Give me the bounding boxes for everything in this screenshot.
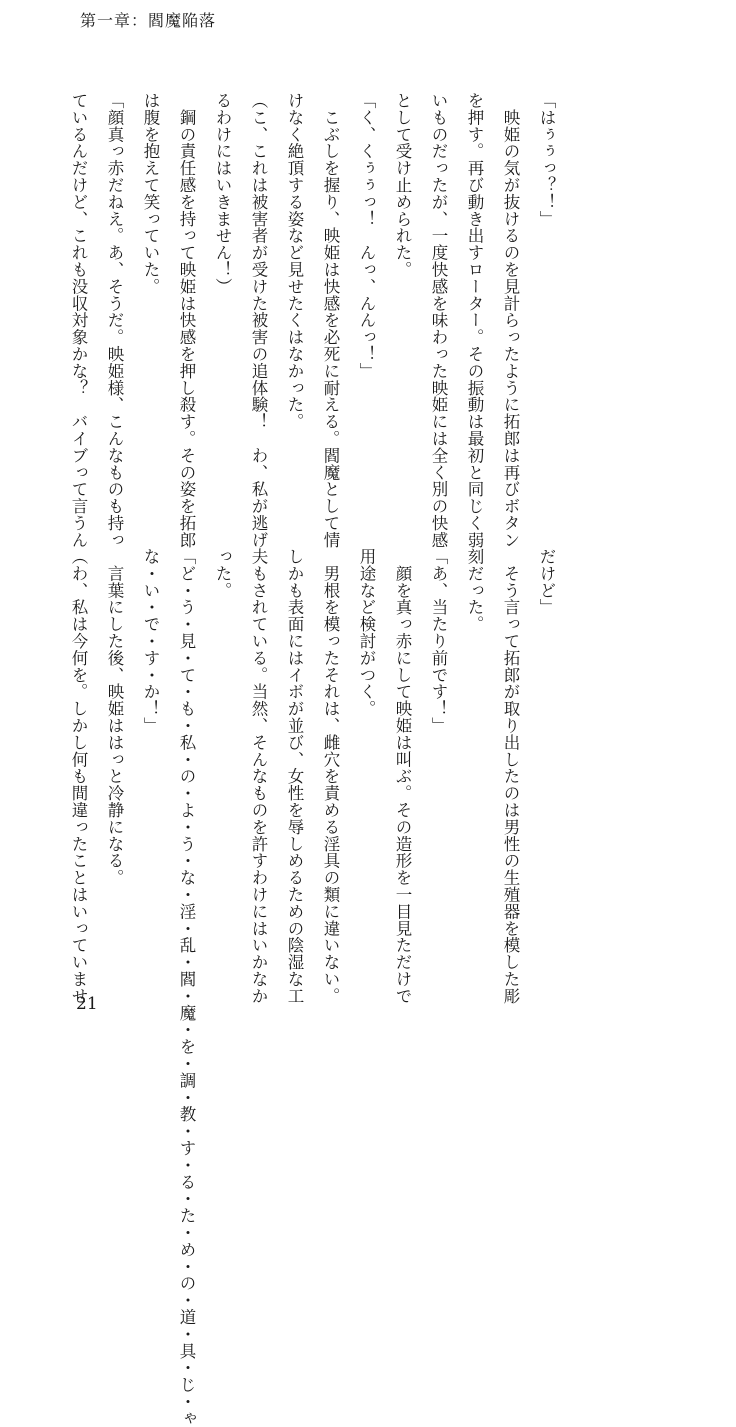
- text-line: 刻だった。: [465, 548, 484, 633]
- page-number: 21: [76, 994, 98, 1014]
- text-line: った。: [213, 548, 232, 599]
- text-line: 鋼の責任感を持って映姫は快感を押し殺す。その姿を拓郎: [177, 92, 196, 549]
- text-line: 男根を模ったそれは、雌穴を責める淫具の類に違いない。: [321, 548, 340, 1005]
- text-line: 「はぅぅっ？！」: [537, 92, 556, 228]
- text-line: ているんだけど、これも没収対象かな？ バイブって言うん: [69, 92, 88, 549]
- text-block-upper: [69, 92, 564, 572]
- text-line: 「ど・う・見・て・も・私・の・よ・う・な・淫・乱・閻・魔・を・調・教・す・る・た・め・の・道・具・じ・ゃ: [177, 548, 196, 1427]
- text-line: しかも表面にはイボが並び、女性を辱しめるための陰湿な工: [285, 548, 304, 1005]
- text-line: るわけにはいきません！）: [213, 92, 232, 295]
- text-line: （こ、これは被害者が受けた被害の追体験！ わ、私が逃げ: [249, 92, 268, 549]
- text-line: 顔を真っ赤にして映姫は叫ぶ。その造形を一目見ただけで: [393, 548, 412, 1005]
- text-line: 用途など検討がつく。: [357, 548, 376, 717]
- text-line: として受け止められた。: [393, 92, 412, 278]
- running-header: 第一章：閻魔陥落: [80, 11, 217, 30]
- text-line: こぶしを握り、映姫は快感を必死に耐える。閻魔として情: [321, 92, 340, 549]
- text-line: いものだったが、一度快感を味わった映姫には全く別の快感: [429, 92, 448, 549]
- text-line: 映姫の気が抜けるのを見計らったように拓郎は再びボタン: [501, 92, 520, 549]
- text-line: は腹を抱えて笑っていた。: [141, 92, 160, 295]
- text-line: （わ、私は今何を。しかし何も間違ったことはいっていませ: [69, 548, 88, 1005]
- text-line: 夫もされている。当然、そんなものを許すわけにはいかなか: [249, 548, 268, 1005]
- text-line: を押す。再び動き出すローター。その振動は最初と同じく弱: [465, 92, 484, 549]
- text-line: 「あ、当たり前です！」: [429, 548, 448, 734]
- text-line: 「く、くぅぅっ！ んっ、んんっ！」: [357, 92, 376, 380]
- text-line: そう言って拓郎が取り出したのは男性の生殖器を模した彫: [501, 548, 520, 1005]
- text-line: な・い・で・す・か！」: [141, 548, 160, 734]
- text-line: 言葉にした後、映姫ははっと冷静になる。: [105, 548, 124, 886]
- text-line: だけど」: [537, 548, 556, 616]
- text-line: けなく絶頂する姿など見せたくはなかった。: [285, 92, 304, 430]
- text-line: 「顔真っ赤だねえ。あ、そうだ。映姫様、こんなものも持っ: [105, 92, 124, 549]
